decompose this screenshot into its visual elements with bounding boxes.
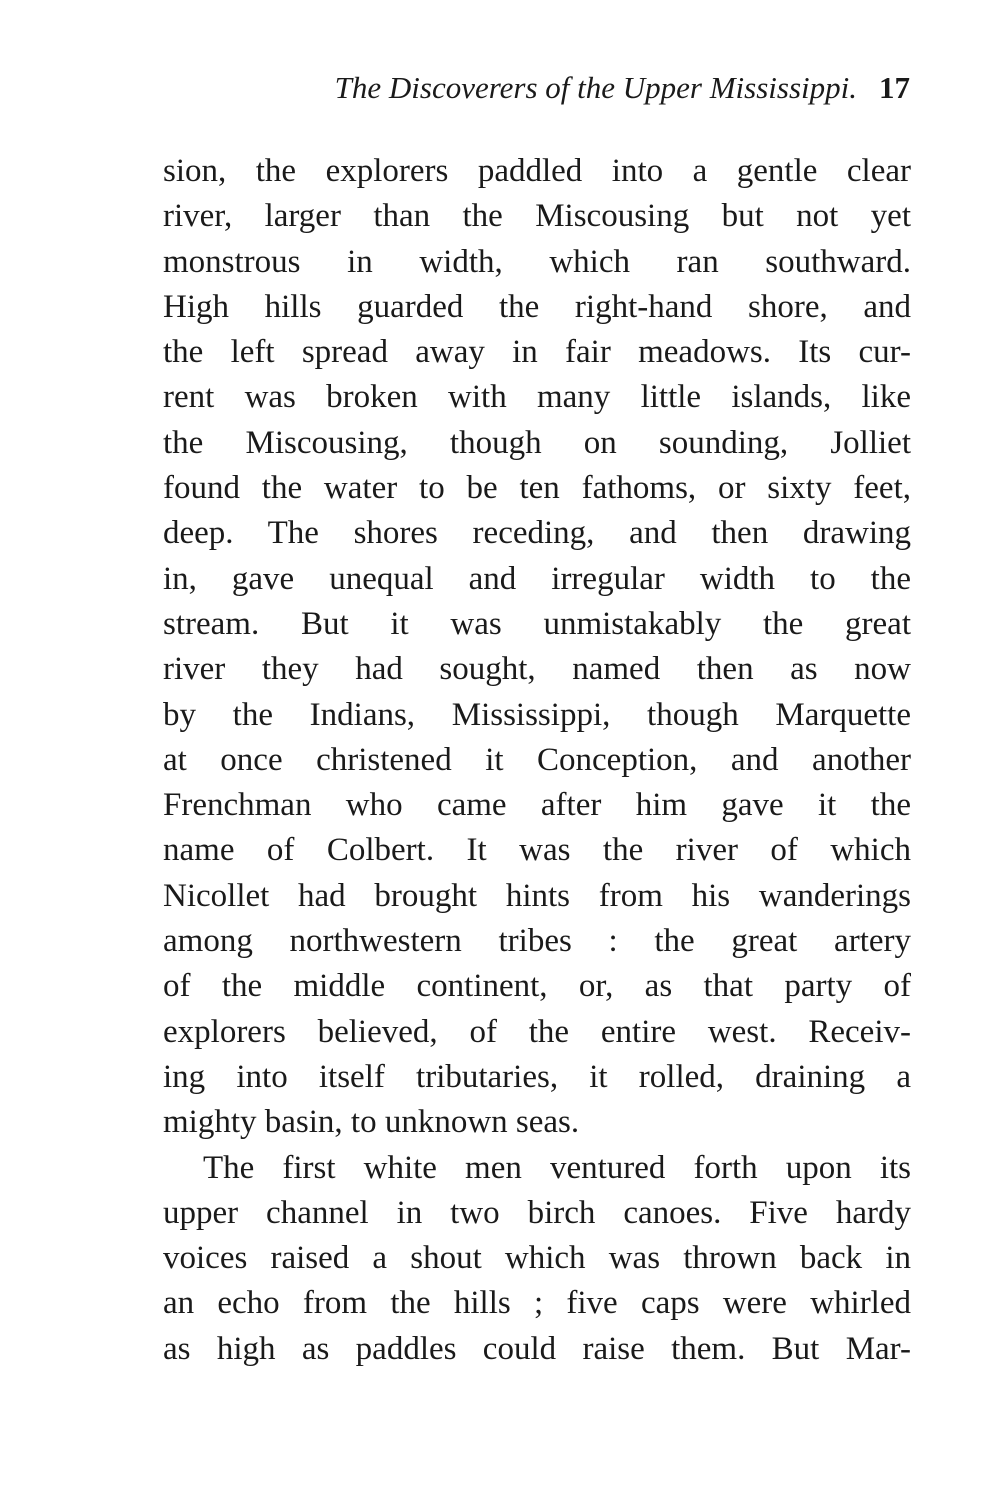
running-head <box>160 70 910 114</box>
text-line: upper channel in two birch canoes. Five hardy <box>163 1194 911 1231</box>
text-line: river, larger than the Miscousing but not yet <box>163 198 911 235</box>
text-line: sion, the explorers paddled into a gentle clear <box>163 153 911 189</box>
page-number: 17 <box>879 70 910 105</box>
paragraph <box>163 149 911 1146</box>
text-line: at once christened it Conception, and another <box>163 741 911 778</box>
text-line: rent was broken with many little islands, like <box>163 379 911 416</box>
text-line: the left spread away in fair meadows. Its cur- <box>163 334 911 371</box>
text-line: found the water to be ten fathoms, or sixty feet, <box>163 470 911 507</box>
text-line: Nicollet had brought hints from his wanderings <box>163 877 911 914</box>
text-line: an echo from the hills ; five caps were whirled <box>163 1285 911 1322</box>
text-line: among northwestern tribes : the great artery <box>163 923 911 960</box>
text-line: The first white men ventured forth upon its <box>203 1149 911 1186</box>
body-text <box>163 149 911 1372</box>
text-line: name of Colbert. It was the river of which <box>163 832 911 869</box>
text-line: of the middle continent, or, as that party of <box>163 968 911 1005</box>
text-line: ing into itself tributaries, it rolled, draining a <box>163 1058 911 1095</box>
text-line: explorers believed, of the entire west. Receiv- <box>163 1013 911 1050</box>
text-line: in, gave unequal and irregular width to the <box>163 560 911 597</box>
text-line: monstrous in width, which ran southward. <box>163 243 911 280</box>
text-line: as high as paddles could raise them. But Mar- <box>163 1330 911 1367</box>
running-title: The Discoverers of the Upper Mississippi. <box>334 70 857 105</box>
text-line: High hills guarded the right-hand shore, and <box>163 288 911 325</box>
text-line: by the Indians, Mississippi, though Marquette <box>163 696 911 733</box>
text-line: voices raised a shout which was thrown back in <box>163 1240 911 1277</box>
paragraph <box>163 1146 911 1372</box>
text-line: the Miscousing, though on sounding, Jolliet <box>163 424 911 461</box>
text-line: deep. The shores receding, and then drawing <box>163 515 911 552</box>
text-line: mighty basin, to unknown seas. <box>163 1104 580 1141</box>
text-line: Frenchman who came after him gave it the <box>163 787 911 824</box>
text-line: stream. But it was unmistakably the great <box>163 605 911 642</box>
text-line: river they had sought, named then as now <box>163 651 911 688</box>
